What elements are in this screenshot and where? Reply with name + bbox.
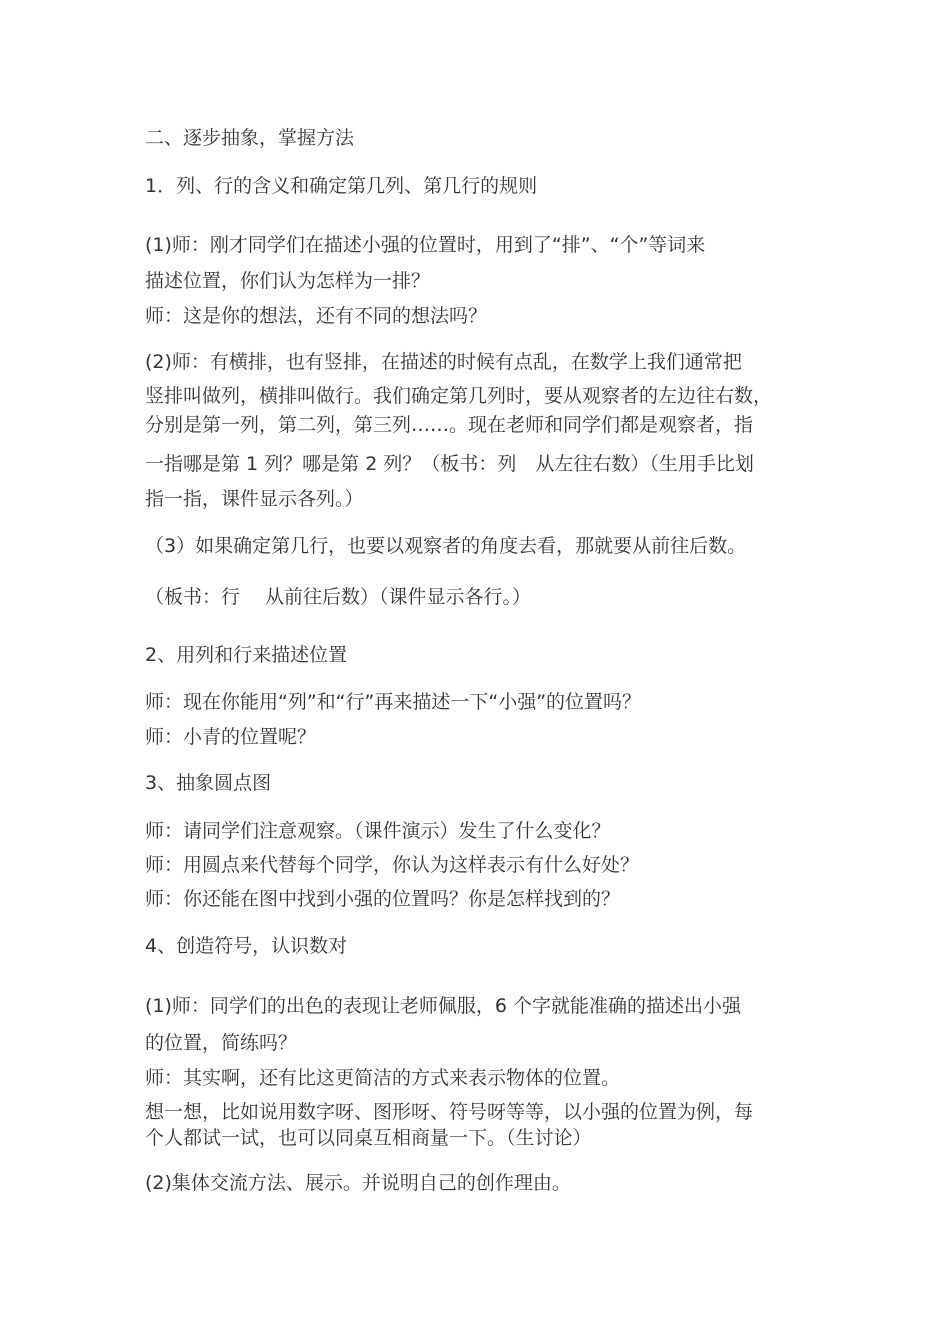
section-heading: 二、逐步抽象，掌握方法 [145,127,355,149]
paragraph-line: 师：请同学们注意观察。（课件演示）发生了什么变化？ [145,820,611,842]
subsection-heading: 1．列、行的含义和确定第几列、第几行的规则 [145,175,538,197]
paragraph-line: 师：其实啊，还有比这更简洁的方式来表示物体的位置。 [145,1067,621,1089]
paragraph-line: (1)师：同学们的出色的表现让老师佩服，6 个字就能准确的描述出小强 [145,995,742,1017]
subsection-heading: 4、创造符号，认识数对 [145,935,348,957]
paragraph-line: 分别是第一列，第二列，第三列……。现在老师和同学们都是观察者，指 [145,414,754,436]
subsection-heading: 3、抽象圆点图 [145,772,272,794]
paragraph-line: 师：小青的位置呢？ [145,726,317,748]
paragraph-line: 的位置，简练吗？ [145,1032,298,1054]
paragraph-line: 师：这是你的想法，还有不同的想法吗？ [145,305,488,327]
paragraph-line: 个人都试一试，也可以同桌互相商量一下。（生讨论） [145,1127,592,1149]
paragraph-line: 一指哪是第 1 列？哪是第 2 列？（板书：列 从左往右数）（生用手比划 [145,453,754,475]
paragraph-line: 指一指，课件显示各列。） [145,488,364,510]
paragraph-line: 师：用圆点来代替每个同学，你认为这样表示有什么好处？ [145,854,640,876]
paragraph-line: （3）如果确定第几行，也要以观察者的角度去看，那就要从前往后数。 [145,535,747,557]
paragraph-line: (1)师：刚才同学们在描述小强的位置时，用到了“排”、“个”等词来 [145,234,706,256]
paragraph-line: 竖排叫做列，横排叫做行。我们确定第几列时，要从观察者的左边往右数， [145,385,773,407]
paragraph-line: (2)集体交流方法、展示。并说明自己的创作理由。 [145,1172,571,1194]
subsection-heading: 2、用列和行来描述位置 [145,644,348,666]
paragraph-line: （板书：行 从前往后数）（课件显示各行。） [145,586,532,608]
paragraph-line: (2)师：有横排，也有竖排，在描述的时候有点乱，在数学上我们通常把 [145,351,742,373]
paragraph-line: 描述位置，你们认为怎样为一排？ [145,270,431,292]
paragraph-line: 想一想，比如说用数字呀、图形呀、符号呀等等，以小强的位置为例，每 [145,1101,754,1123]
paragraph-line: 师：现在你能用“列”和“行”再来描述一下“小强”的位置吗？ [145,691,642,713]
paragraph-line: 师：你还能在图中找到小强的位置吗？你是怎样找到的？ [145,888,621,910]
